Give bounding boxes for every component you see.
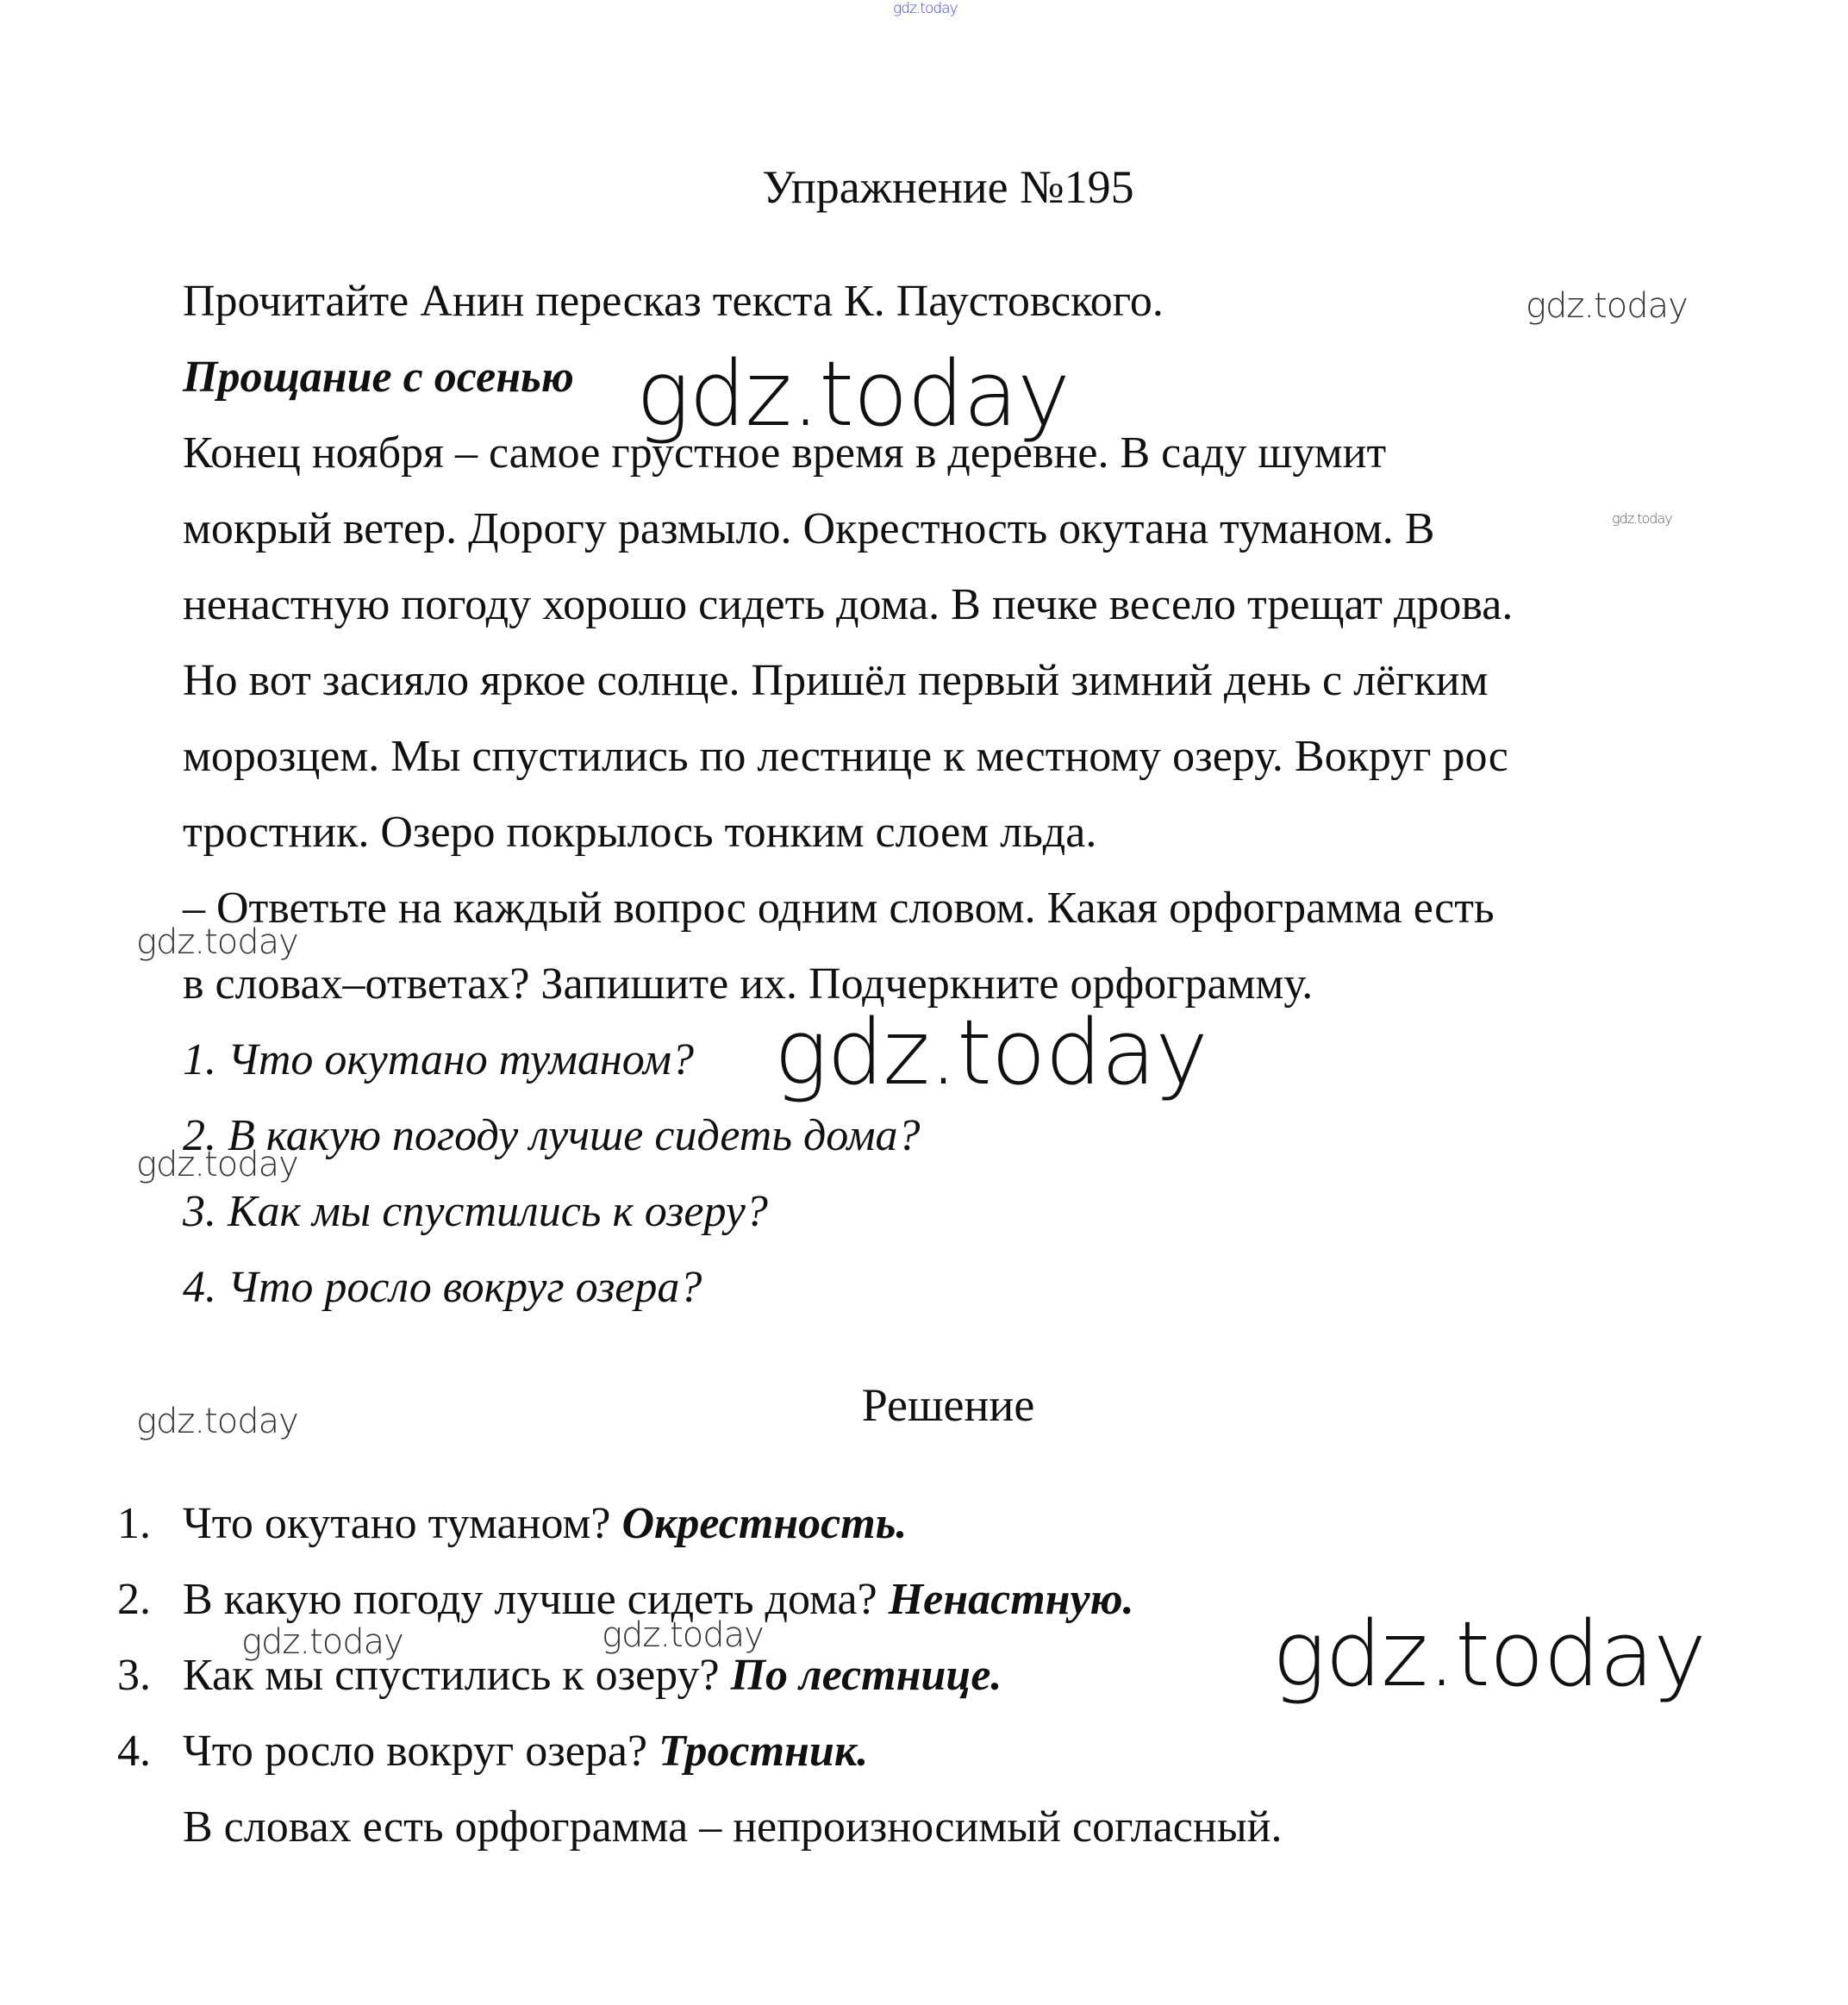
- task-line: в словах–ответах? Запишите их. Подчеркните орфограмму.: [183, 959, 1314, 1009]
- answer-question: Что окутано туманом?: [183, 1499, 622, 1548]
- answer-word: По лестнице.: [730, 1651, 1002, 1700]
- watermark: gdz.today: [136, 922, 298, 962]
- answer-number: 1.: [117, 1499, 151, 1548]
- conclusion-text: В словах есть орфограмма – непроизносимый согласный.: [183, 1802, 1283, 1852]
- story-line: Но вот засияло яркое солнце. Пришёл первый зимний день с лёгким: [183, 656, 1489, 705]
- question-item: 4. Что росло вокруг озера?: [183, 1263, 702, 1312]
- watermark-large: gdz.today: [774, 1000, 1208, 1105]
- watermark: gdz.today: [241, 1622, 403, 1662]
- answer-number: 2.: [117, 1575, 151, 1624]
- question-item: 2. В какую погоду лучше сидеть дома?: [183, 1111, 921, 1160]
- answer-question: Что росло вокруг озера?: [183, 1727, 659, 1776]
- story-line: ненастную погоду хорошо сидеть дома. В печке весело трещат дрова.: [183, 580, 1514, 629]
- question-item: 3. Как мы спустились к озеру?: [183, 1187, 768, 1236]
- watermark-large: gdz.today: [636, 341, 1070, 447]
- watermark: gdz.today: [136, 1145, 298, 1184]
- watermark: gdz.today: [602, 1615, 764, 1655]
- answer-word: Окрестность.: [621, 1499, 908, 1548]
- watermark-large: gdz.today: [1272, 1602, 1706, 1707]
- answer-question: В какую погоду лучше сидеть дома?: [183, 1575, 889, 1624]
- story-title: Прощание с осенью: [183, 353, 574, 402]
- exercise-title: Упражнение №195: [762, 161, 1134, 213]
- watermark-top: gdz.today: [893, 0, 958, 17]
- instruction-text: Прочитайте Анин пересказ текста К. Паустовского.: [183, 277, 1164, 326]
- watermark: gdz.today: [136, 1402, 298, 1441]
- answer-number: 3.: [117, 1651, 151, 1700]
- answer-item: [117, 1498, 907, 1550]
- answer-word: Тростник.: [659, 1727, 869, 1776]
- answer-item: [117, 1726, 868, 1777]
- question-item: 1. Что окутано туманом?: [183, 1035, 694, 1084]
- watermark-tiny: gdz.today: [1612, 510, 1672, 527]
- answer-question: Как мы спустились к озеру?: [183, 1651, 731, 1700]
- answer-word: Ненастную.: [888, 1575, 1134, 1624]
- story-line: морозцем. Мы спустились по лестнице к местному озеру. Вокруг рос: [183, 732, 1508, 781]
- story-line: Конец ноября – самое грустное время в деревне. В саду шумит: [183, 428, 1387, 478]
- story-line: тростник. Озеро покрылось тонким слоем льда.: [183, 808, 1097, 857]
- story-line: мокрый ветер. Дорогу размыло. Окрестность окутана туманом. В: [183, 504, 1435, 553]
- solution-heading: Решение: [861, 1379, 1035, 1431]
- watermark: gdz.today: [1526, 286, 1688, 326]
- task-line: – Ответьте на каждый вопрос одним словом. Какая орфограмма есть: [183, 884, 1495, 933]
- answer-number: 4.: [117, 1727, 151, 1776]
